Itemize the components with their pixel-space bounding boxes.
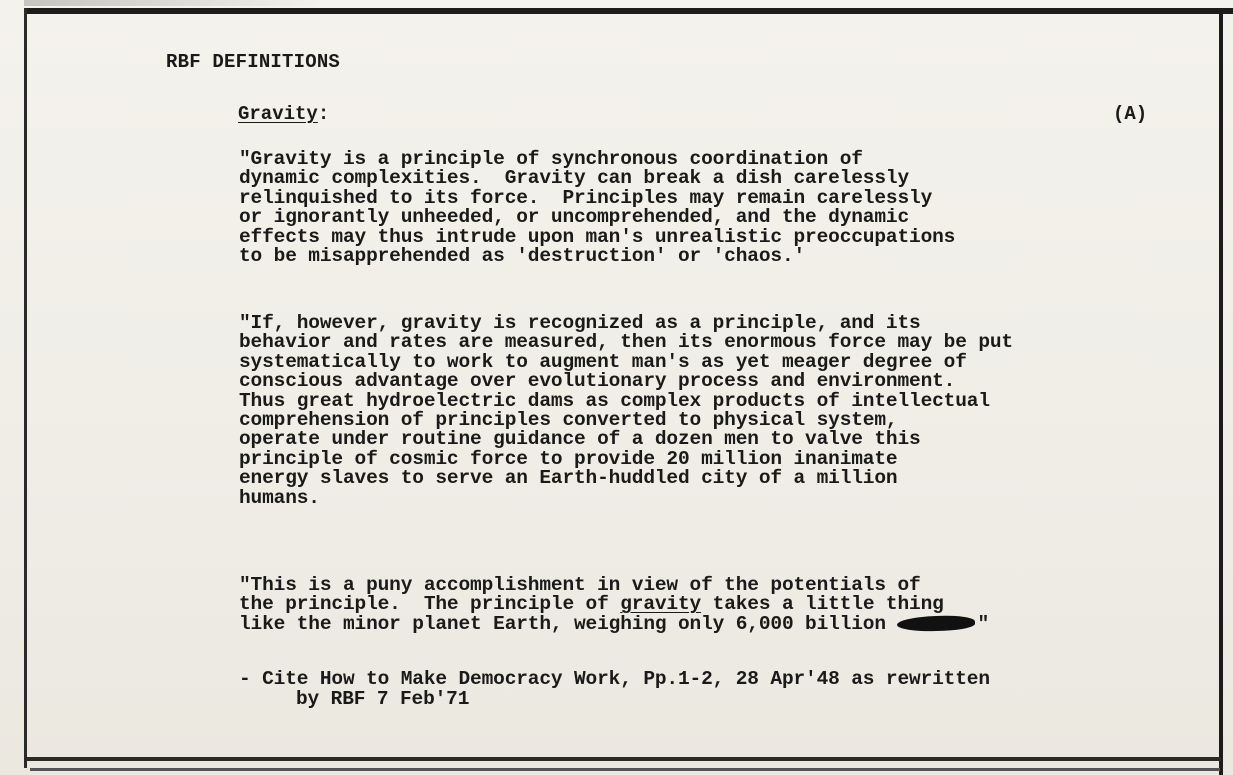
citation-line-2: by RBF 7 Feb'71 xyxy=(296,688,470,710)
paragraph-line: comprehension of principles converted to physical system, xyxy=(239,409,898,432)
scan-bleed-edge xyxy=(24,0,324,6)
paragraph-line: relinquished to its force. Principles may remain carelessly xyxy=(239,186,933,209)
paragraph-line: or ignorantly unheeded, or uncomprehended, and the dynamic xyxy=(239,206,910,229)
page-border-bottom-secondary xyxy=(30,768,1220,771)
paragraph-line: behavior and rates are measured, then its enormous force may be put xyxy=(239,331,1013,354)
paragraph-line: to be misapprehended as 'destruction' or 'chaos.' xyxy=(239,245,806,268)
page-border-right xyxy=(1219,8,1223,775)
section-marker: (A) xyxy=(1113,103,1148,125)
paragraph-line: energy slaves to serve an Earth-huddled city of a million xyxy=(239,467,898,490)
page-border-left xyxy=(24,8,27,768)
paragraph-line: "If, however, gravity is recognized as a principle, and its xyxy=(239,312,921,334)
definition-term-colon: : xyxy=(317,103,330,125)
paragraph-line: "Gravity is a principle of synchronous coordination of xyxy=(239,148,863,170)
quote-paragraph-2 xyxy=(239,314,1013,508)
paragraph-line-segment: like the minor planet Earth, weighing only 6,000 billion xyxy=(239,612,898,635)
paragraph-line: effects may thus intrude upon man's unrealistic preoccupations xyxy=(239,225,956,248)
page-border-top xyxy=(24,8,1233,14)
paragraph-line-segment: the principle. The principle of xyxy=(239,593,621,616)
page-border-bottom xyxy=(27,757,1221,761)
document-heading: RBF DEFINITIONS xyxy=(166,51,341,73)
paragraph-line: Thus great hydroelectric dams as complex products of intellectual xyxy=(239,389,990,412)
paragraph-line: principle of cosmic force to provide 20 million inanimate xyxy=(239,447,898,470)
paragraph-line: conscious advantage over evolutionary process and environment. xyxy=(239,370,956,393)
definition-term-word: Gravity xyxy=(238,103,318,125)
paragraph-line: dynamic complexities. Gravity can break a dish carelessly xyxy=(239,167,910,190)
quote-paragraph-1 xyxy=(239,150,955,266)
citation xyxy=(239,669,990,709)
quote-paragraph-3 xyxy=(239,576,989,634)
paragraph-line: systematically to work to augment man's as yet meager degree of xyxy=(239,350,967,373)
paragraph-line: "This is a puny accomplishment in view of the potentials of xyxy=(239,574,921,596)
redaction-mark xyxy=(897,614,975,632)
closing-quote: " xyxy=(977,612,990,635)
paragraph-line: operate under routine guidance of a dozen men to valve this xyxy=(239,428,921,451)
definition-term xyxy=(238,103,329,125)
paragraph-line: humans. xyxy=(239,486,320,509)
underlined-word-gravity: gravity xyxy=(620,593,702,616)
citation-line-1: - Cite How to Make Democracy Work, Pp.1-2, 28 Apr'48 as rewritten xyxy=(239,668,990,690)
paragraph-line-segment: takes a little thing xyxy=(701,593,944,616)
